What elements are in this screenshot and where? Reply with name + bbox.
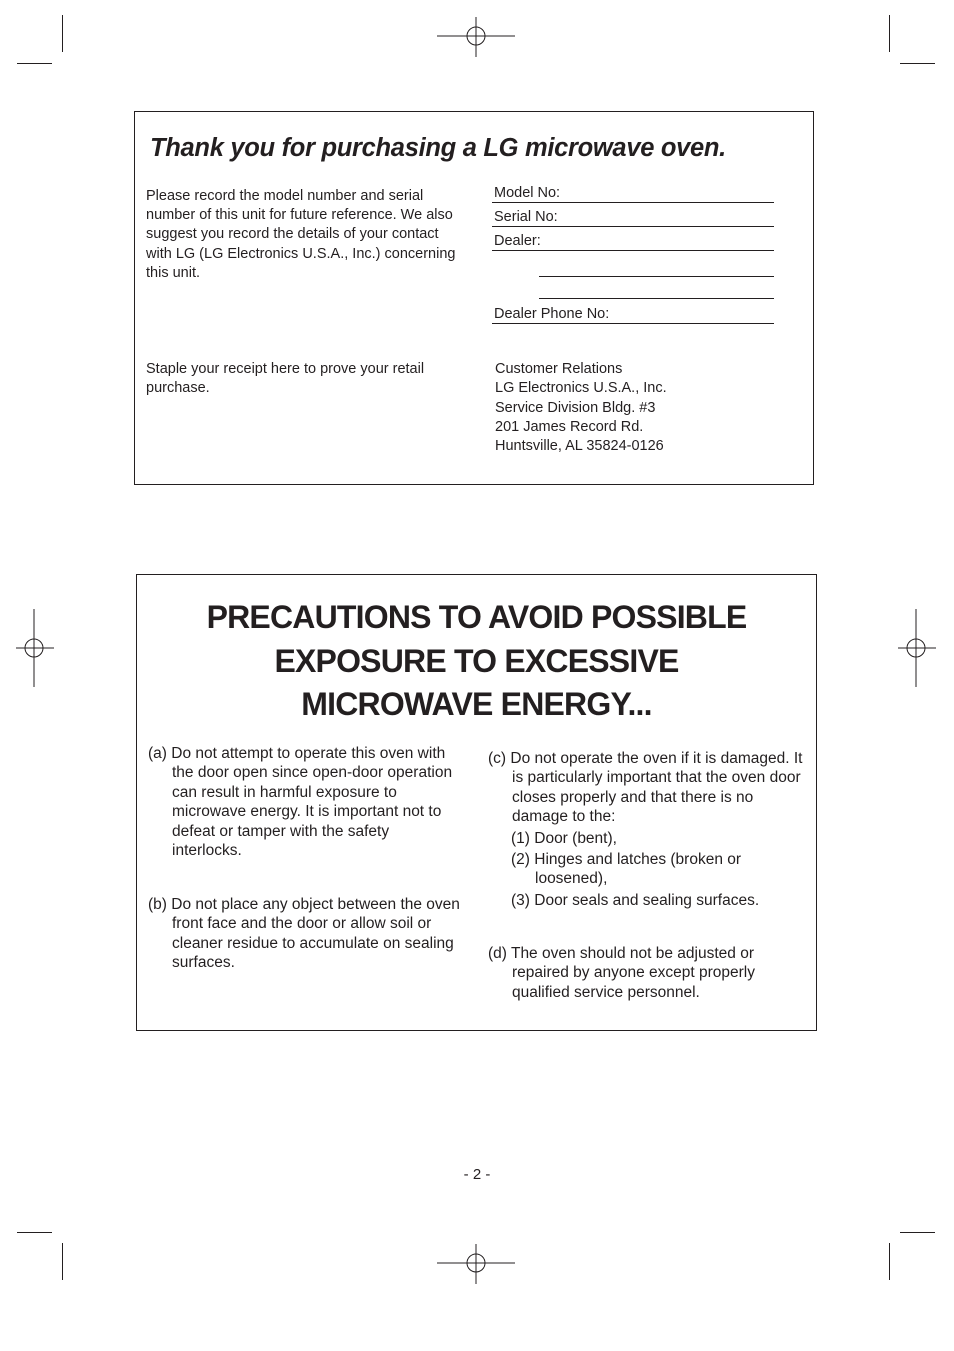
intro-text: Please record the model number and serial number of this unit for future reference. We also suggest you record the details of your contact with LG (LG Electronics U.S.A., Inc.) concerning this unit. xyxy=(146,188,456,281)
dealer-field[interactable] xyxy=(492,233,774,251)
dealer-line-3[interactable] xyxy=(539,297,774,299)
crop-mark-bl-v xyxy=(62,1243,63,1280)
dealer-phone-field[interactable] xyxy=(492,306,774,324)
precaution-c-list xyxy=(488,829,806,911)
registration-mark-top-icon xyxy=(437,17,515,57)
registration-box xyxy=(134,111,814,485)
precaution-d xyxy=(488,944,806,1002)
list-item: (3) Door seals and sealing surfaces. xyxy=(511,891,760,909)
serial-number-label: Serial No: xyxy=(494,209,558,225)
staple-receipt-text: Staple your receipt here to prove your retail purchase. xyxy=(146,361,425,397)
precaution-b xyxy=(148,895,463,973)
crop-mark-br-h xyxy=(900,1232,935,1233)
model-number-field[interactable] xyxy=(492,185,774,203)
crop-mark-bl-h xyxy=(17,1232,52,1233)
registration-mark-bottom-icon xyxy=(437,1244,515,1284)
customer-relations-address xyxy=(495,360,667,456)
precautions-heading xyxy=(137,596,816,727)
precaution-a-text: (a) Do not attempt to operate this oven with the door open since open-door operation can result in harmful exposure to microwave energy. It is important not to defeat or tamper with the safety interlocks. xyxy=(148,745,453,860)
dealer-line-2[interactable] xyxy=(539,275,774,277)
address-line: LG Electronics U.S.A., Inc. xyxy=(495,380,667,397)
list-item: (1) Door (bent), xyxy=(511,829,617,847)
precaution-c xyxy=(488,749,806,912)
registration-mark-left-icon xyxy=(16,609,54,687)
precaution-c-text: (c) Do not operate the oven if it is damaged. It is particularly important that the oven door closes properly and that there is no damage to the: xyxy=(488,750,803,826)
precaution-a xyxy=(148,744,463,860)
address-line: 201 James Record Rd. xyxy=(495,418,644,435)
thank-you-heading: Thank you for purchasing a LG microwave oven. xyxy=(150,134,726,162)
address-line: Service Division Bldg. #3 xyxy=(495,399,656,416)
dealer-phone-label: Dealer Phone No: xyxy=(494,306,610,322)
list-item: (2) Hinges and latches (broken or loosened), xyxy=(511,851,742,888)
crop-mark-tr-v xyxy=(889,15,890,52)
precautions-box xyxy=(136,574,817,1031)
serial-number-field[interactable] xyxy=(492,209,774,227)
dealer-label: Dealer: xyxy=(494,233,541,249)
address-line: Huntsville, AL 35824-0126 xyxy=(495,438,664,455)
precaution-d-text: (d) The oven should not be adjusted or repaired by anyone except properly qualified service personnel. xyxy=(488,945,755,1001)
crop-mark-tr-h xyxy=(900,63,935,64)
model-number-label: Model No: xyxy=(494,185,561,201)
crop-mark-tl-v xyxy=(62,15,63,52)
registration-mark-right-icon xyxy=(898,609,936,687)
heading-line: PRECAUTIONS TO AVOID POSSIBLE xyxy=(206,599,747,635)
precaution-b-text: (b) Do not place any object between the oven front face and the door or allow soil or cleaner residue to accumulate on sealing surfaces. xyxy=(148,896,460,972)
crop-mark-tl-h xyxy=(17,63,52,64)
heading-line: EXPOSURE TO EXCESSIVE xyxy=(274,642,679,679)
crop-mark-br-v xyxy=(889,1243,890,1280)
page-number: - 2 - xyxy=(463,1166,491,1183)
address-line: Customer Relations xyxy=(495,361,623,377)
heading-line: MICROWAVE ENERGY... xyxy=(301,686,652,722)
